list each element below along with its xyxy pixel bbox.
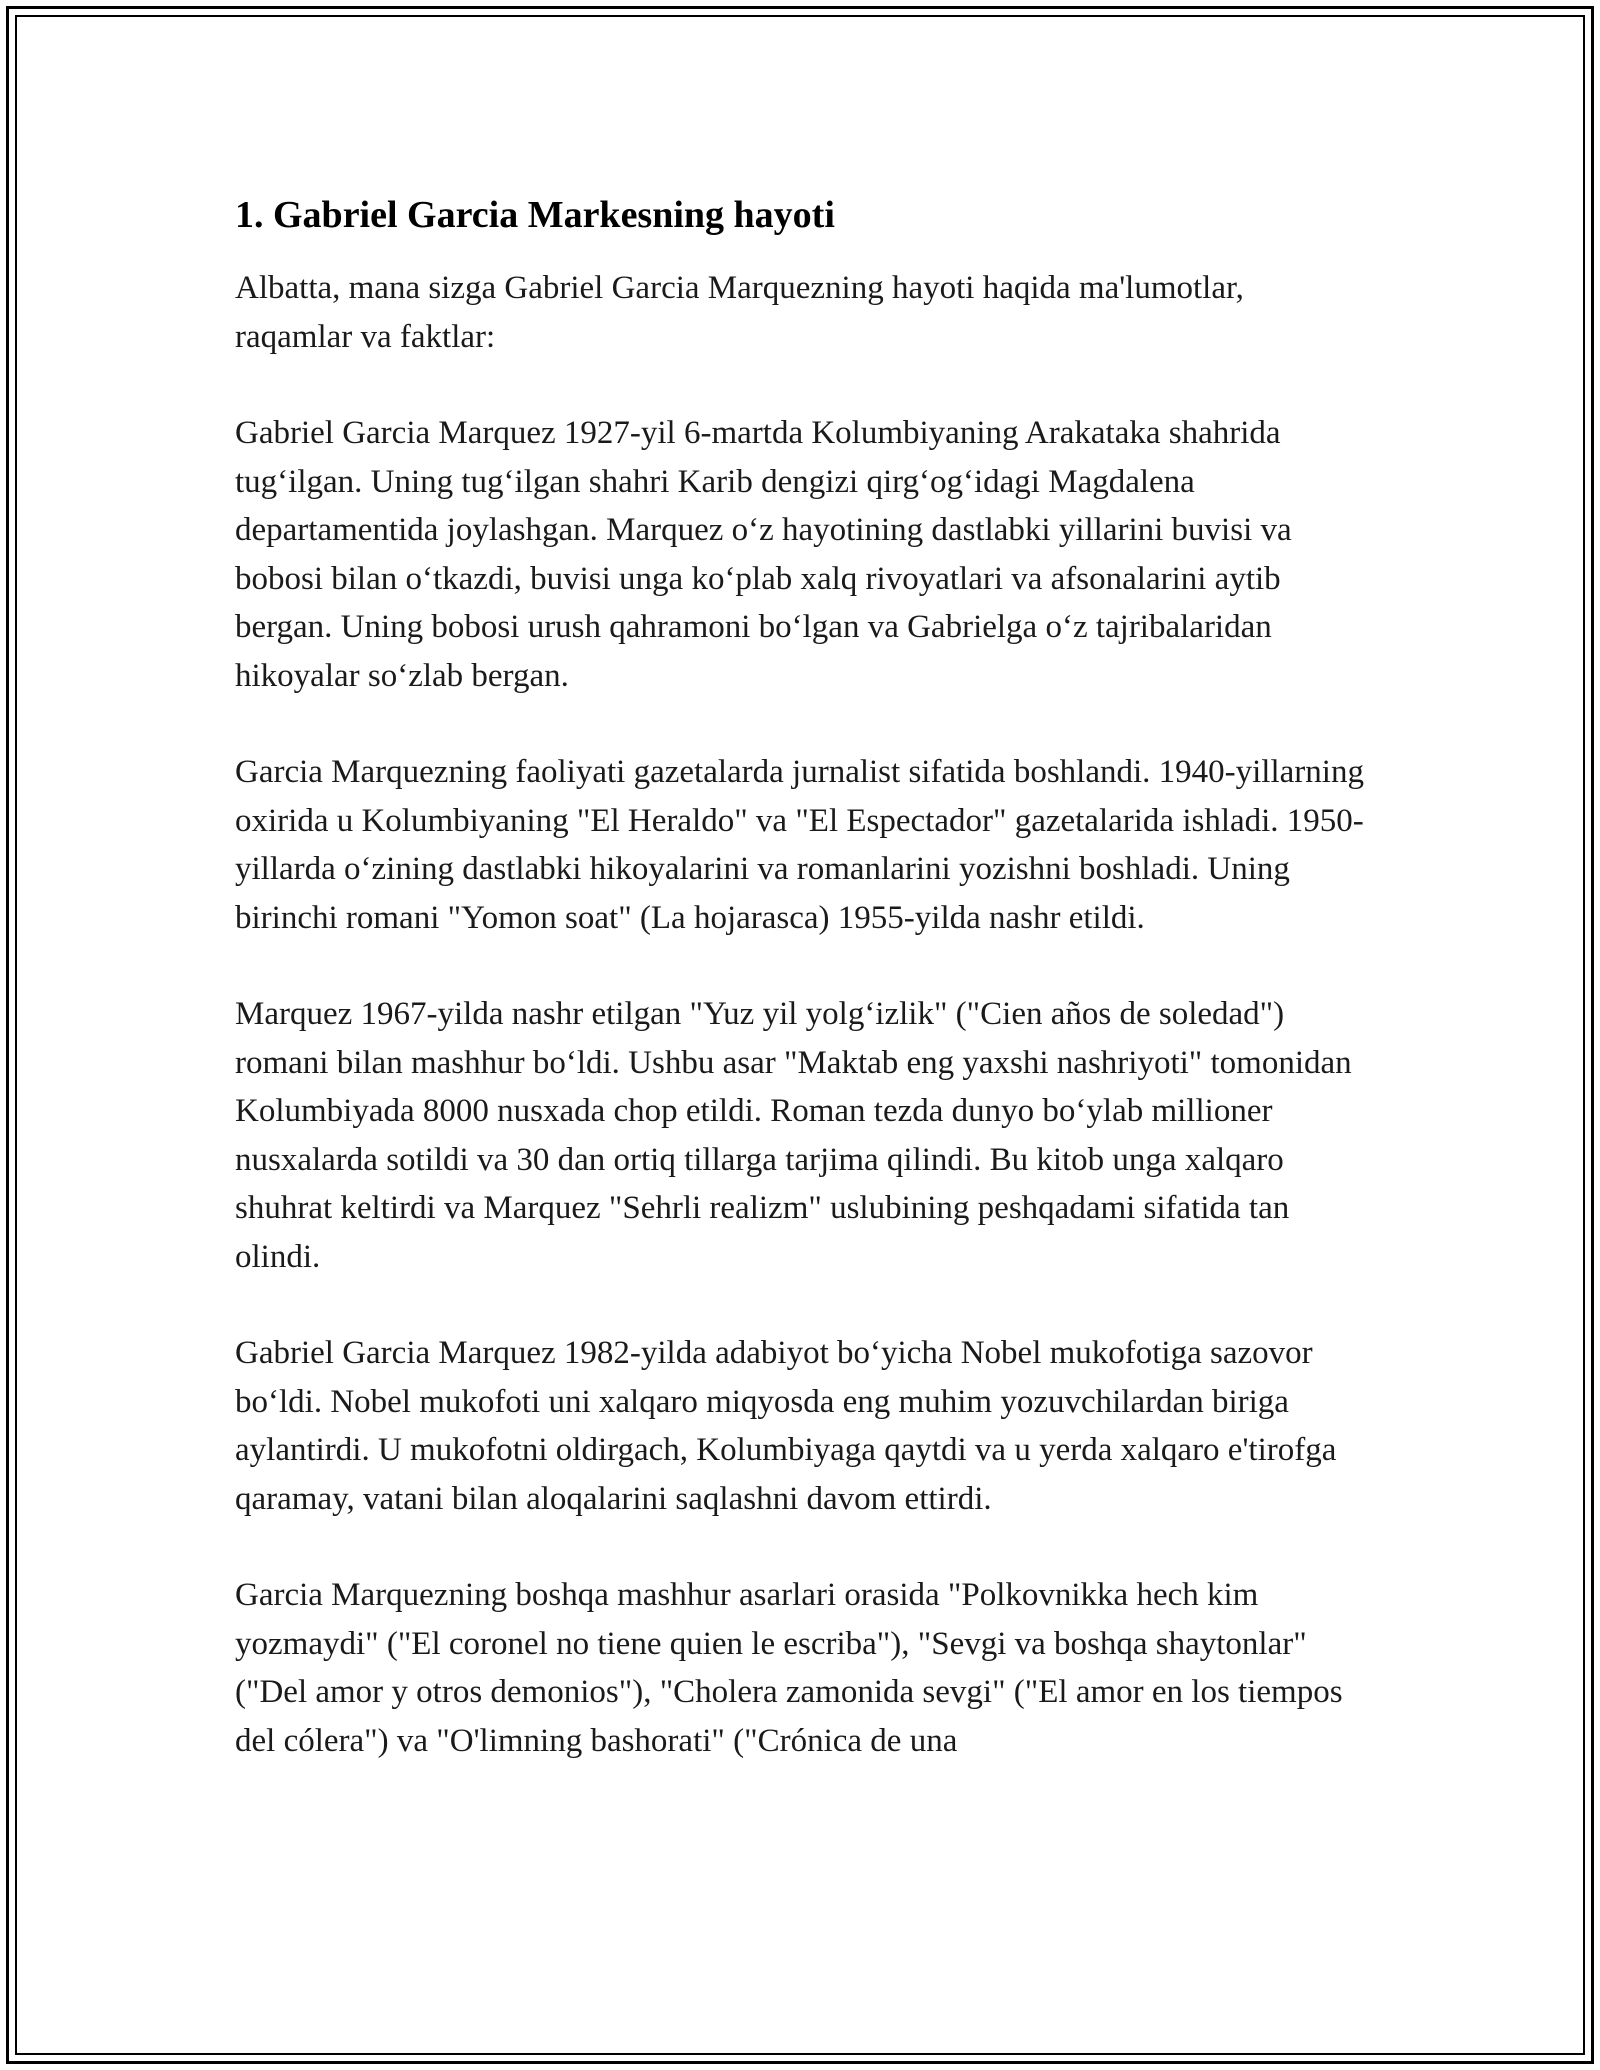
paragraph-other-works: Garcia Marquezning boshqa mashhur asarlari orasida "Polkovnikka hech kim yozmaydi" ("El coronel no tiene quien le escriba"), "Sevgi va boshqa shaytonlar" ("Del amor y otros demonios"), "Cholera zamonida sevgi" ("El amor en los tiempos del cólera") va "O'limning bashorati" ("Crónica de una	[235, 1577, 1343, 1759]
paragraph-nobel: Gabriel Garcia Marquez 1982-yilda adabiyot bo‘yicha Nobel mukofotiga sazovor bo‘ldi. Nobel mukofoti uni xalqaro miqyosda eng muhim yozuvchilardan biriga aylantirdi. U mukofotni oldirgach, Kolumbiyaga qaytdi va u yerda xalqaro e'tirofga qaramay, vatani bilan aloqalarini saqlashni davom ettirdi.	[235, 1335, 1337, 1517]
paragraph-intro: Albatta, mana sizga Gabriel Garcia Marquezning hayoti haqida ma'lumotlar, raqamlar va faktlar:	[235, 270, 1244, 355]
paragraph-journalism: Garcia Marquezning faoliyati gazetalarda jurnalist sifatida boshlandi. 1940-yillarning oxirida u Kolumbiyaning "El Heraldo" va "El Espectador" gazetalarida ishladi. 1950-yillarda o‘zining dastlabki hikoyalarini va romanlarini yozishni boshladi. Uning birinchi romani "Yomon soat" (La hojarasca) 1955-yilda nashr etildi.	[235, 754, 1364, 936]
document-body	[235, 188, 1365, 1813]
document-title: 1. Gabriel Garcia Markesning hayoti	[235, 194, 835, 236]
paragraph-early-life: Gabriel Garcia Marquez 1927-yil 6-martda Kolumbiyaning Arakataka shahrida tug‘ilgan. Uning tug‘ilgan shahri Karib dengizi qirg‘og‘idagi Magdalena departamentida joylashgan. Marquez o‘z hayotining dastlabki yillarini buvisi va bobosi bilan o‘tkazdi, buvisi unga ko‘plab xalq rivoyatlari va afsonalarini aytib bergan. Uning bobosi urush qahramoni bo‘lgan va Gabrielga o‘z tajribalaridan hikoyalar so‘zlab bergan.	[235, 415, 1292, 694]
paragraph-solitude: Marquez 1967-yilda nashr etilgan "Yuz yil yolg‘izlik" ("Cien años de soledad") romani bilan mashhur bo‘ldi. Ushbu asar "Maktab eng yaxshi nashriyoti" tomonidan Kolumbiyada 8000 nusxada chop etildi. Roman tezda dunyo bo‘ylab millioner nusxalarda sotildi va 30 dan ortiq tillarga tarjima qilindi. Bu kitob unga xalqaro shuhrat keltirdi va Marquez "Sehrli realizm" uslubining peshqadami sifatida tan olindi.	[235, 996, 1352, 1275]
